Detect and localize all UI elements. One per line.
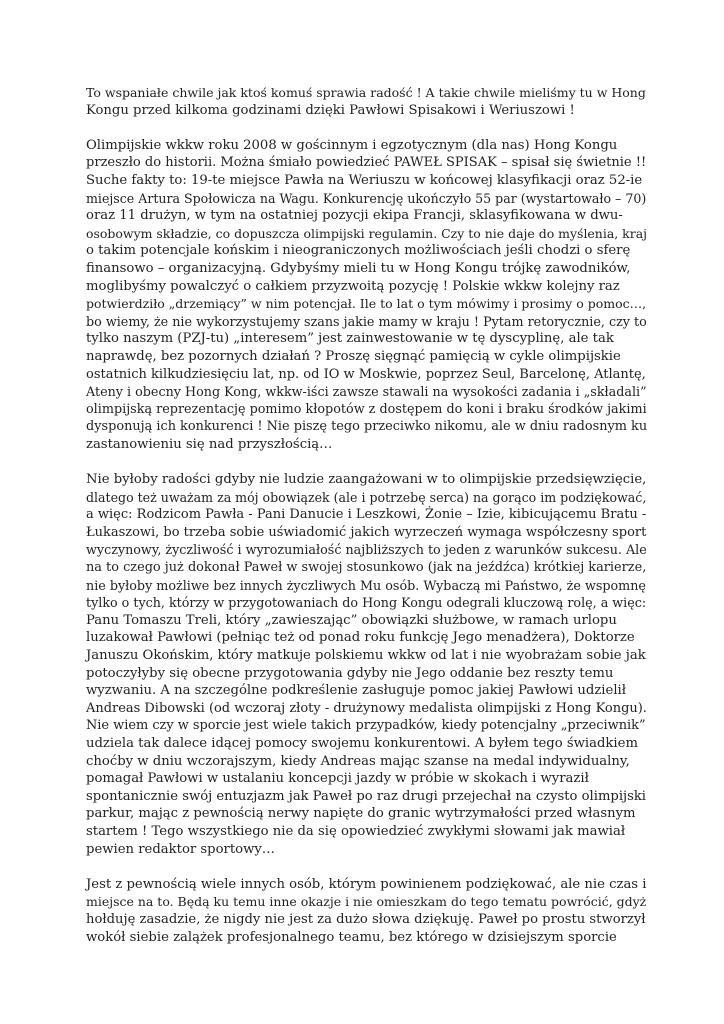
text-line: na to czego już dokonał Paweł w swojej stosunkowo (jak na jeźdźca) krótkiej karierze, (86, 560, 647, 576)
text-line: tylko naszym (PZJ-tu) „interesem” jest zainwestowanie w tę dyscyplinę, ale tak (86, 331, 614, 347)
text-line: a więc: Rodzicom Pawła - Pani Danucie i Leszkowi, Żonie – Izie, kibicującemu Bratu - (86, 507, 647, 523)
text-line: moglibyśmy powalczyć o całkiem przyzwoitą pozycję ! Polskie wkkw kolejny raz (86, 278, 620, 294)
text-line: wyczynowy, życzliwość i wyrozumiałość najbliższych to jeden z warunków sukcesu. Ale (86, 542, 647, 558)
text-line: o takim potencjale końskim i nieograniczonych możliwościach jeśli chodzi o sferę (86, 243, 631, 259)
paragraph-acknowledgements (86, 471, 646, 858)
text-line: bo wiemy, że nie wykorzystujemy szans jakie mamy w kraju ! Pytam retorycznie, czy to (86, 313, 647, 329)
text-line: Panu Tomaszu Treli, który „zawieszając” obowiązki służbowe, w ramach urlopu (86, 612, 617, 628)
text-line: osobowym składzie, co dopuszcza olimpijski regulamin. Czy to nie daje do myślenia, kraj (86, 225, 648, 241)
text-line: Suche fakty to: 19-te miejsce Pawła na Weriuszu w końcowej klasyfikacji oraz 52-ie (86, 172, 643, 188)
text-line: potwierdziło „drzemiący” w nim potencjał. Ile to lat o tym mówimy i prosimy o pomoc…, (86, 296, 647, 312)
paragraph-intro (86, 84, 646, 119)
text-line: Nie byłoby radości gdyby nie ludzie zaangażowani w to olimpijskie przedsięwzięcie, (86, 472, 647, 488)
text-line: miejsce Artura Społowicza na Wagu. Konkurencję ukończyło 55 par (wystartowało – 70) (86, 190, 647, 206)
text-line: Andreas Dibowski (od wczoraj złoty - drużynowy medalista olimpijski z Hong Kongu). (86, 700, 647, 716)
document-body (86, 84, 646, 964)
text-line: pomagał Pawłowi w ustalaniu koncepcji jazdy w próbie w skokach i wyraził (86, 771, 589, 787)
text-line: startem ! Tego wszystkiego nie da się opowiedzieć zwykłymi słowami jak mawiał (86, 823, 626, 839)
text-line: wokół siebie zalążek profesjonalnego teamu, bez którego w dzisiejszym sporcie (86, 929, 617, 945)
text-line: Nie wiem czy w sporcie jest wiele takich przypadków, kiedy potencjalny „przeciwnik” (86, 718, 646, 734)
text-line: hołduję zasadzie, że nigdy nie jest za dużo słowa dziękuję. Paweł po prostu stworzył (86, 911, 646, 927)
text-line: tylko o tych, którzy w przygotowaniach do Hong Kongu odegrali kluczową rolę, a więc: (86, 595, 647, 611)
text-line: naprawdę, bez pozornych działań ? Proszę sięgnąć pamięcią w cykle olimpijskie (86, 348, 621, 364)
text-line: nie byłoby możliwe bez innych życzliwych Mu osób. Wybaczą mi Państwo, że wspomnę (86, 577, 646, 593)
text-line: spontanicznie swój entuzjazm jak Paweł po raz drugi przejechał na czysto olimpijski (86, 788, 647, 804)
text-line: Januszu Okońskim, który matkuje polskiemu wkkw od lat i nie wyobrażam sobie jak (86, 648, 646, 663)
text-line: parkur, mając z pewnością nerwy napięte do granic wytrzymałości przed własnym (86, 806, 636, 822)
text-line: wyzwaniu. A na szczególne podkreślenie zasługuje pomoc jakiej Pawłowi udzielił (86, 683, 627, 699)
text-line: udziela tak dalece idącej pomocy swojemu konkurentowi. A byłem tego świadkiem (86, 735, 638, 751)
text-line: pewien redaktor sportowy… (86, 841, 275, 857)
text-line: choćby w dniu wczorajszym, kiedy Andreas mając szanse na medal indywidualny, (86, 753, 630, 769)
text-line: zastanowieniu się nad przyszłością… (86, 436, 333, 452)
text-line: olimpijską reprezentację pomimo kłopotów z dostępem do koni i braku środków jakimi (86, 401, 647, 417)
text-line: ostatnich kilkudziesięciu lat, np. od IO w Moskwie, poprzez Seul, Barcelonę, Atlantę, (86, 366, 646, 382)
text-line: dlatego też uważam za mój obowiązek (ale i potrzebę serca) na gorąco im podziękować, (86, 489, 647, 505)
text-line: luzakował Pawłowi (pełniąc też od ponad roku funkcję Jego menadżera), Doktorze (86, 630, 635, 646)
text-line: dysponują ich konkurenci ! Nie piszę tego przeciwko nikomu, ale w dniu radosnym ku (86, 419, 648, 435)
text-line: Jest z pewnością wiele innych osób, którym powinienem podziękować, ale nie czas i (86, 876, 647, 892)
text-line: oraz 11 drużyn, w tym na ostatniej pozycji ekipa Francji, sklasyfikowana w dwu- (86, 208, 623, 224)
text-line: Kongu przed kilkoma godzinami dzięki Pawłowi Spisakowi i Weriuszowi ! (86, 102, 575, 118)
text-line: miejsce na to. Będą ku temu inne okazje i nie omieszkam do tego tematu powrócić, gdyż (86, 894, 647, 910)
text-line: Ateny i obecny Hong Kong, wkkw-iści zawsze stawali na wysokości zadania i „składali” (86, 384, 647, 400)
paragraph-closing (86, 876, 646, 946)
text-line: Łukaszowi, bo trzeba sobie uświadomić jakich wyrzeczeń wymaga współczesny sport (86, 524, 647, 540)
text-line: potoczyłyby się obecne przygotowania gdyby nie Jego oddanie bez reszty temu (86, 665, 614, 681)
text-line: Olimpijskie wkkw roku 2008 w gościnnym i egzotycznym (dla nas) Hong Kongu (86, 137, 618, 153)
text-line: przeszło do historii. Można śmiało powiedzieć PAWEŁ SPISAK – spisał się świetnie !! (86, 155, 647, 171)
paragraph-olympic-summary (86, 137, 646, 454)
text-line: finansowo – organizacyjną. Gdybyśmy mieli tu w Hong Kongu trójkę zawodników, (86, 260, 631, 276)
text-line: To wspaniałe chwile jak ktoś komuś sprawia radość ! A takie chwile mieliśmy tu w Hong (86, 85, 646, 100)
